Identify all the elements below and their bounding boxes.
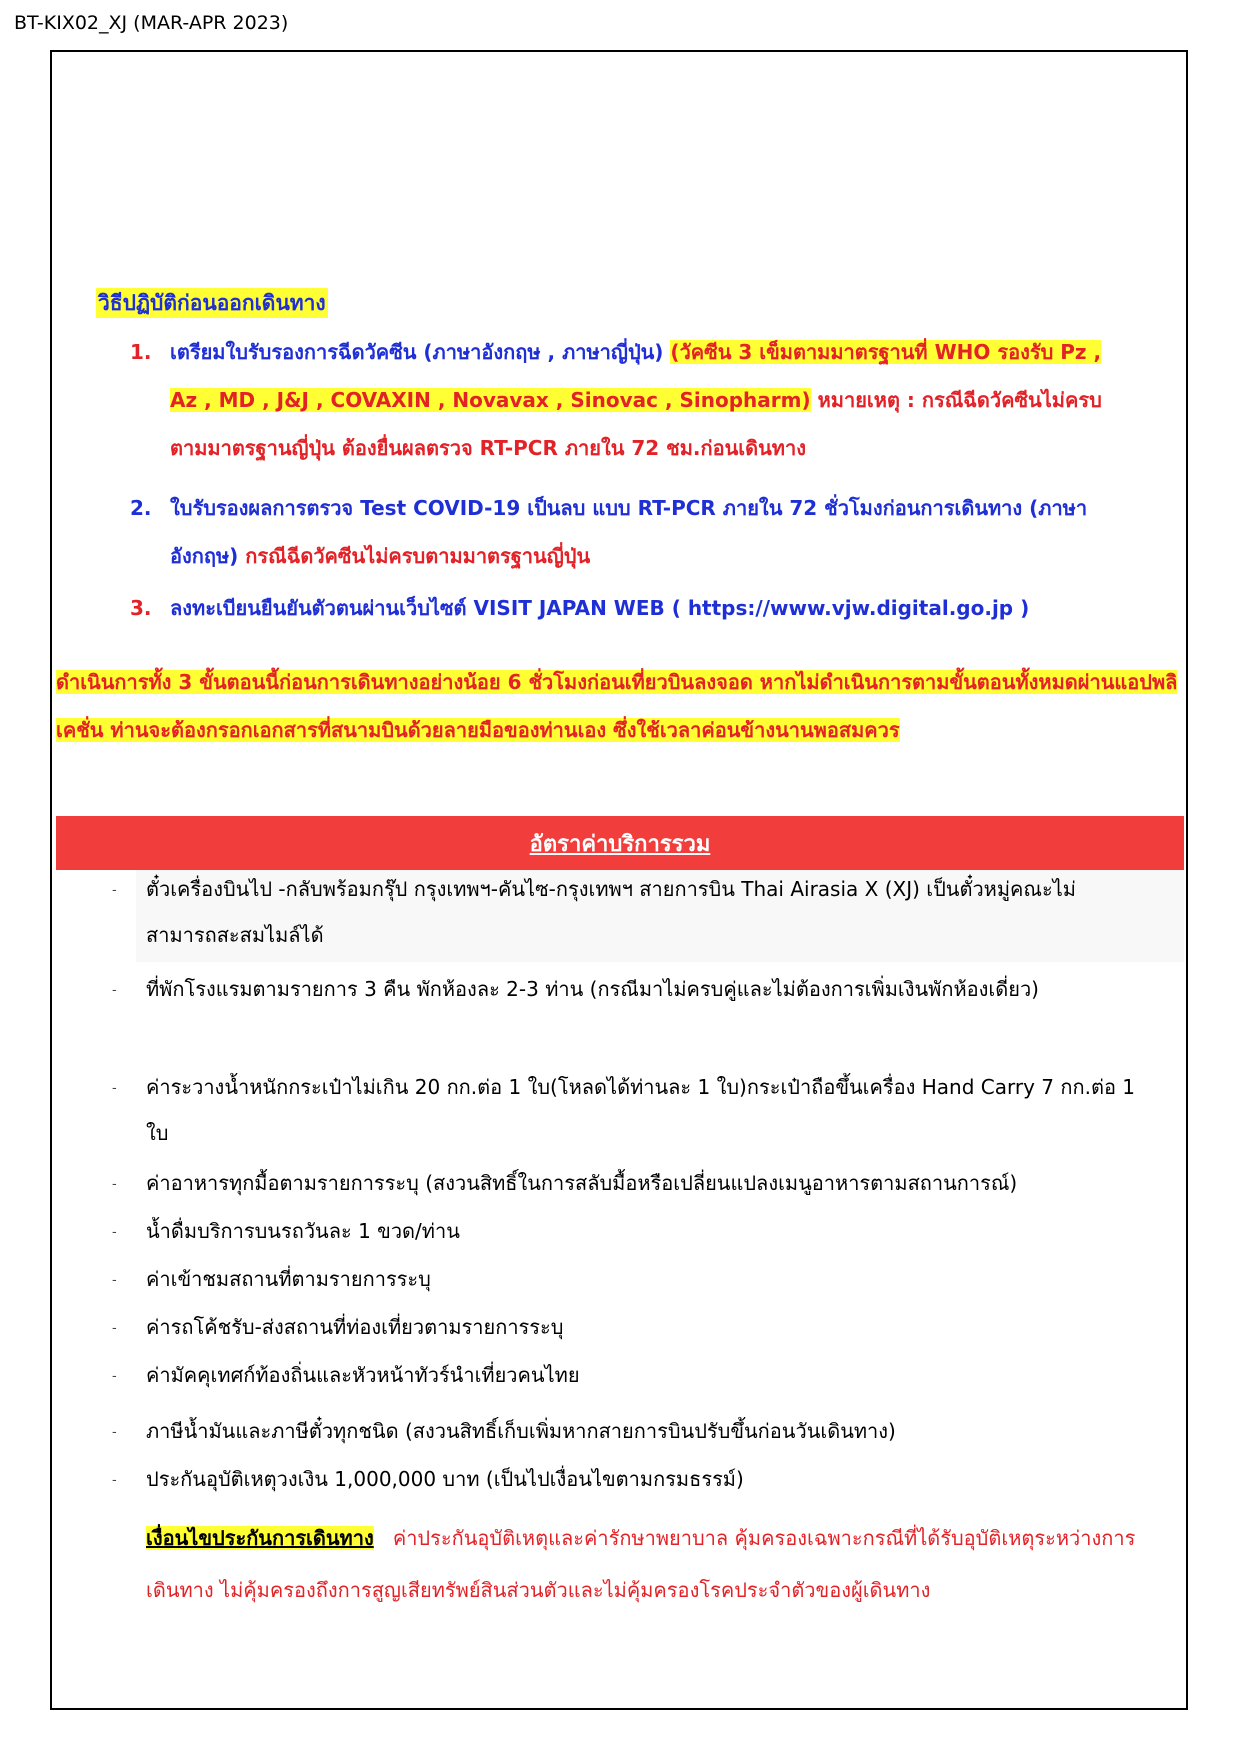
bullet-dash: -	[112, 1369, 117, 1384]
step-remark: หมายเหตุ : กรณีฉีดวัคซีนไม่ครบตามมาตรฐานญี่ปุ่น ต้องยื่นผลตรวจ RT-PCR ภายใน 72 ชม.ก่อนเดินทาง	[170, 388, 1102, 460]
section-title: วิธีปฏิบัติก่อนออกเดินทาง	[96, 288, 328, 318]
bullet-dash: -	[112, 983, 117, 998]
notice-text: ดำเนินการทั้ง 3 ขั้นตอนนี้ก่อนการเดินทางอย่างน้อย 6 ชั่วโมงก่อนเที่ยวบินลงจอด หากไม่ดำเนินการตามขั้นตอนทั้งหมดผ่านแอปพลิเคชั่น ท่านจะต้องกรอกเอกสารที่สนามบินด้วยลายมือของท่านเอง ซึ่งใช้เวลาค่อนข้างนานพอสมควร	[56, 670, 1178, 742]
bullet-dash: -	[112, 883, 117, 898]
vaccine-requirement: (วัคซีน 3 เข็มตามมาตรฐานที่ WHO รองรับ Pz , Az , MD , J&J , COVAXIN , Novavax , Sinovac , Sinopharm)	[170, 340, 1102, 412]
item-text: ค่าอาหารทุกมื้อตามรายการระบุ (สงวนสิทธิ์ในการสลับมื้อหรือเปลี่ยนแปลงเมนูอาหารตามสถานการณ์)	[146, 1171, 1018, 1195]
bullet-dash: -	[112, 1425, 117, 1440]
bullet-dash: -	[112, 1321, 117, 1336]
item-text: ตั๋วเครื่องบินไป -กลับพร้อมกรุ๊ป กรุงเทพฯ-คันไซ-กรุงเทพฯ สายการบิน Thai Airasia X (XJ) เป็นตั๋วหมู่คณะไม่สามารถสะสมไมล์ได้	[146, 877, 1076, 947]
bullet-dash: -	[112, 1225, 117, 1240]
item-text: ค่าระวางน้ำหนักกระเป๋าไม่เกิน 20 กก.ต่อ 1 ใบ(โหลดได้ท่านละ 1 ใบ)กระเป๋าถือขึ้นเครื่อง Hand Carry 7 กก.ต่อ 1 ใบ	[146, 1075, 1136, 1145]
condition-text: ค่าประกันอุบัติเหตุและค่ารักษาพยาบาล คุ้มครองเฉพาะกรณีที่ได้รับอุบัติเหตุระหว่างการเดินทาง ไม่คุ้มครองถึงการสูญเสียทรัพย์สินส่วนตัวและไม่คุ้มครองโรคประจำตัวของผู้เดินทาง	[146, 1526, 1136, 1602]
item-text: ค่ารถโค้ชรับ-ส่งสถานที่ท่องเที่ยวตามรายการระบุ	[146, 1315, 564, 1339]
rate-header	[56, 816, 1184, 870]
vjw-link[interactable]: https://www.vjw.digital.go.jp )	[680, 596, 1030, 620]
item-text: ที่พักโรงแรมตามรายการ 3 คืน พักห้องละ 2-3 ท่าน (กรณีมาไม่ครบคู่และไม่ต้องการเพิ่มเงินพักห้องเดี่ยว)	[146, 977, 1039, 1001]
step-text: เตรียมใบรับรองการฉีดวัคซีน (ภาษาอังกฤษ , ภาษาญี่ปุ่น)	[170, 340, 664, 364]
step-remark: กรณีฉีดวัคซีนไม่ครบตามมาตรฐานญี่ปุ่น	[245, 544, 591, 568]
bullet-dash: -	[112, 1081, 117, 1096]
document-code: BT-KIX02_XJ (MAR-APR 2023)	[14, 12, 289, 34]
condition-label: เงื่อนไขประกันการเดินทาง	[146, 1526, 374, 1550]
rate-title: อัตราค่าบริการรวม	[529, 832, 711, 857]
item-text: ภาษีน้ำมันและภาษีตั๋วทุกชนิด (สงวนสิทธิ์เก็บเพิ่มหากสายการบินปรับขึ้นก่อนวันเดินทาง)	[146, 1419, 896, 1443]
step-number: 2.	[130, 496, 152, 520]
insurance-condition	[146, 1512, 1146, 1616]
step-number: 3.	[130, 596, 152, 620]
step-body	[170, 484, 1120, 580]
step-body	[170, 328, 1120, 472]
item-text: ประกันอุบัติเหตุวงเงิน 1,000,000 บาท (เป็นไปเงื่อนไขตามกรมธรรม์)	[146, 1467, 744, 1491]
page-frame	[50, 50, 1188, 1710]
item-text: น้ำดื่มบริการบนรถวันละ 1 ขวด/ท่าน	[146, 1219, 460, 1243]
bullet-dash: -	[112, 1273, 117, 1288]
step-body	[170, 584, 1120, 632]
bullet-dash: -	[112, 1473, 117, 1488]
item-text: ค่าเข้าชมสถานที่ตามรายการระบุ	[146, 1267, 431, 1291]
notice	[56, 658, 1184, 754]
step-text: ใบรับรองผลการตรวจ Test COVID-19 เป็นลบ แบบ RT-PCR ภายใน 72 ชั่วโมงก่อนการเดินทาง (ภาษาอังกฤษ)	[170, 496, 1088, 568]
step-text: ลงทะเบียนยืนยันตัวตนผ่านเว็บไซต์ VISIT JAPAN WEB (	[170, 596, 681, 620]
bullet-dash: -	[112, 1177, 117, 1192]
step-number: 1.	[130, 340, 152, 364]
item-text: ค่ามัคคุเทศก์ท้องถิ่นและหัวหน้าทัวร์นำเที่ยวคนไทย	[146, 1363, 580, 1387]
